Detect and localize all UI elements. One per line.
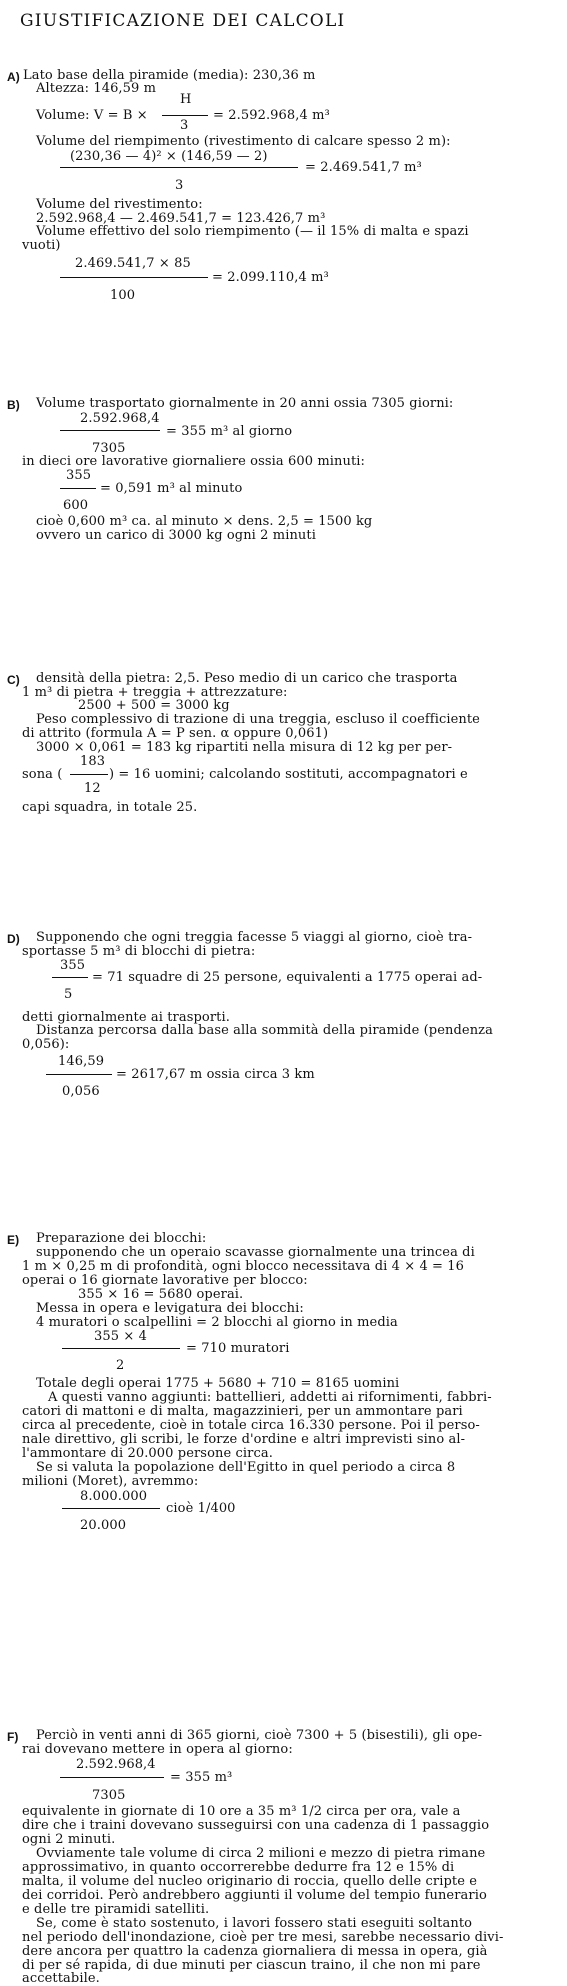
text-line: Volume effettivo del solo riempimento (— il 15% di malta e spazi <box>36 224 469 239</box>
fraction-bar <box>70 774 108 775</box>
fraction-denominator: 20.000 <box>80 1518 127 1533</box>
text-line: Supponendo che ogni treggia facesse 5 viaggi al giorno, cioè tra- <box>36 930 473 945</box>
text-line: equivalente in giornate di 10 ore a 35 m³ 1/2 circa per ora, vale a <box>22 1804 461 1819</box>
section-label: B) <box>7 398 20 412</box>
text-line: Volume trasportato giornalmente in 20 anni ossia 7305 giorni: <box>36 396 454 411</box>
fraction-denominator: 5 <box>64 987 73 1002</box>
text-line: malta, il volume del nucleo originario di roccia, quello delle cripte e <box>22 1874 478 1889</box>
text-line: Altezza: 146,59 m <box>36 81 157 96</box>
text-line: dere ancora per quattro la cadenza giornaliera di messa in opera, già <box>22 1944 488 1959</box>
text-line: supponendo che un operaio scavasse giornalmente una trincea di <box>36 1245 475 1260</box>
text-line: 1 m³ di pietra + treggia + attrezzature: <box>22 685 288 700</box>
text-line: cioè 0,600 m³ ca. al minuto × dens. 2,5 = 1500 kg <box>36 514 373 529</box>
fraction-numerator: 2.592.968,4 <box>76 1757 156 1772</box>
section-label: F) <box>7 1730 19 1744</box>
fraction-bar <box>62 1348 180 1349</box>
text-line: = 71 squadre di 25 persone, equivalenti a 1775 operai ad- <box>92 970 483 985</box>
text-line: cioè 1/400 <box>166 1501 236 1516</box>
fraction-denominator: 100 <box>110 288 136 303</box>
fraction-denominator: 3 <box>180 118 189 133</box>
text-line: 1 m × 0,25 m di profondità, ogni blocco necessitava di 4 × 4 = 16 <box>22 1259 465 1274</box>
text-line: 2500 + 500 = 3000 kg <box>78 698 230 713</box>
text-line: capi squadra, in totale 25. <box>22 800 198 815</box>
section-label: A) <box>7 70 20 84</box>
fraction-bar <box>60 277 208 278</box>
section-label: E) <box>7 1233 20 1247</box>
text-line: operai o 16 giornate lavorative per blocco: <box>22 1273 308 1288</box>
fraction-numerator: 355 <box>60 958 86 973</box>
text-line: vuoti) <box>22 238 61 253</box>
text-line: sona ( <box>22 767 63 782</box>
text-line: di attrito (formula A = P sen. α oppure 0,061) <box>22 726 329 741</box>
text-line: Perciò in venti anni di 365 giorni, cioè 7300 + 5 (bisestili), gli ope- <box>36 1728 483 1743</box>
text-line: dire che i traini dovevano susseguirsi con una cadenza di 1 passaggio <box>22 1818 490 1833</box>
fraction-denominator: 7305 <box>92 1788 126 1803</box>
text-line: nel periodo dell'inondazione, cioè per tre mesi, sarebbe necessario divi- <box>22 1930 504 1945</box>
text-line: approssimativo, in quanto occorrerebbe dedurre fra 12 e 15% di <box>22 1860 455 1875</box>
fraction-bar <box>60 167 298 168</box>
fraction-bar <box>46 1074 112 1075</box>
fraction-bar <box>52 977 88 978</box>
fraction-numerator: 8.000.000 <box>80 1489 148 1504</box>
text-line: = 710 muratori <box>186 1341 290 1356</box>
text-line: = 355 m³ al giorno <box>166 424 293 439</box>
fraction-numerator: 355 <box>66 468 92 483</box>
fraction-denominator: 2 <box>116 1358 125 1373</box>
text-line: 355 × 16 = 5680 operai. <box>78 1287 244 1302</box>
text-line: ogni 2 minuti. <box>22 1832 116 1847</box>
section-label: C) <box>7 673 20 687</box>
text-line: ) = 16 uomini; calcolando sostituti, accompagnatori e <box>109 767 468 782</box>
text-line: 3000 × 0,061 = 183 kg ripartiti nella misura di 12 kg per per- <box>36 740 453 755</box>
text-line: = 0,591 m³ al minuto <box>100 481 243 496</box>
text-line: 0,056): <box>22 1037 70 1052</box>
text-line: catori di mattoni e di malta, magazzinieri, per un ammontare pari <box>22 1404 463 1419</box>
text-line: Distanza percorsa dalla base alla sommità della piramide (pendenza <box>36 1023 493 1038</box>
fraction-denominator: 3 <box>175 178 184 193</box>
text-line: Volume: V = B × <box>36 108 148 123</box>
text-line: nale direttivo, gli scribi, le forze d'ordine e altri imprevisti sino al- <box>22 1432 466 1447</box>
text-line: Volume del rivestimento: <box>36 197 203 212</box>
fraction-numerator: 2.469.541,7 × 85 <box>75 256 191 271</box>
text-line: rai dovevano mettere in opera al giorno: <box>22 1742 293 1757</box>
fraction-numerator: H <box>180 92 192 107</box>
fraction-numerator: 2.592.968,4 <box>80 411 160 426</box>
text-line: Peso complessivo di trazione di una treggia, escluso il coefficiente <box>36 712 480 727</box>
text-line: Se, come è stato sostenuto, i lavori fossero stati eseguiti soltanto <box>36 1916 473 1931</box>
text-line: Se si valuta la popolazione dell'Egitto in quel periodo a circa 8 <box>36 1460 456 1475</box>
text-line: accettabile. <box>22 1971 100 1986</box>
text-line: l'ammontare di 20.000 persone circa. <box>22 1446 273 1461</box>
text-line: = 2.592.968,4 m³ <box>213 108 330 123</box>
fraction-numerator: 355 × 4 <box>94 1329 147 1344</box>
fraction-numerator: (230,36 — 4)² × (146,59 — 2) <box>70 149 268 164</box>
text-line: ovvero un carico di 3000 kg ogni 2 minuti <box>36 528 316 543</box>
text-line: 4 muratori o scalpellini = 2 blocchi al giorno in media <box>36 1315 398 1330</box>
fraction-bar <box>60 430 160 431</box>
text-line: circa al precedente, cioè in totale circa 16.330 persone. Poi il perso- <box>22 1418 480 1433</box>
text-line: A questi vanno aggiunti: battellieri, addetti ai rifornimenti, fabbri- <box>48 1390 492 1405</box>
fraction-denominator: 7305 <box>92 441 126 456</box>
text-line: milioni (Moret), avremmo: <box>22 1474 199 1489</box>
text-line: dei corridoi. Però andrebbero aggiunti il volume del tempio funerario <box>22 1888 487 1903</box>
text-line: e delle tre piramidi satelliti. <box>22 1902 210 1917</box>
fraction-denominator: 600 <box>63 498 89 513</box>
text-line: in dieci ore lavorative giornaliere ossia 600 minuti: <box>22 454 366 469</box>
text-line: densità della pietra: 2,5. Peso medio di un carico che trasporta <box>36 671 458 686</box>
text-line: detti giornalmente ai trasporti. <box>22 1010 230 1025</box>
fraction-numerator: 146,59 <box>58 1054 105 1069</box>
text-line: Totale degli operai 1775 + 5680 + 710 = 8165 uomini <box>36 1376 400 1391</box>
text-line: Volume del riempimento (rivestimento di calcare spesso 2 m): <box>36 134 451 149</box>
fraction-denominator: 12 <box>84 781 101 796</box>
fraction-numerator: 183 <box>80 754 106 769</box>
text-line: = 2.099.110,4 m³ <box>212 270 329 285</box>
text-line: Ovviamente tale volume di circa 2 milioni e mezzo di pietra rimane <box>36 1846 486 1861</box>
text-line: Lato base della piramide (media): 230,36 m <box>23 68 316 83</box>
fraction-bar <box>60 1777 164 1778</box>
fraction-bar <box>162 115 208 116</box>
text-line: = 2617,67 m ossia circa 3 km <box>116 1067 315 1082</box>
page-title: GIUSTIFICAZIONE DEI CALCOLI <box>20 11 346 31</box>
text-line: sportasse 5 m³ di blocchi di pietra: <box>22 944 256 959</box>
text-line: 2.592.968,4 — 2.469.541,7 = 123.426,7 m³ <box>36 211 326 226</box>
fraction-bar <box>62 1508 160 1509</box>
text-line: di per sé rapida, di due minuti per ciascun traino, il che non mi pare <box>22 1958 481 1973</box>
text-line: Messa in opera e levigatura dei blocchi: <box>36 1301 304 1316</box>
text-line: = 355 m³ <box>170 1770 233 1785</box>
fraction-denominator: 0,056 <box>62 1084 100 1099</box>
text-line: = 2.469.541,7 m³ <box>305 160 422 175</box>
fraction-bar <box>60 488 96 489</box>
text-line: Preparazione dei blocchi: <box>36 1231 207 1246</box>
section-label: D) <box>7 932 20 946</box>
